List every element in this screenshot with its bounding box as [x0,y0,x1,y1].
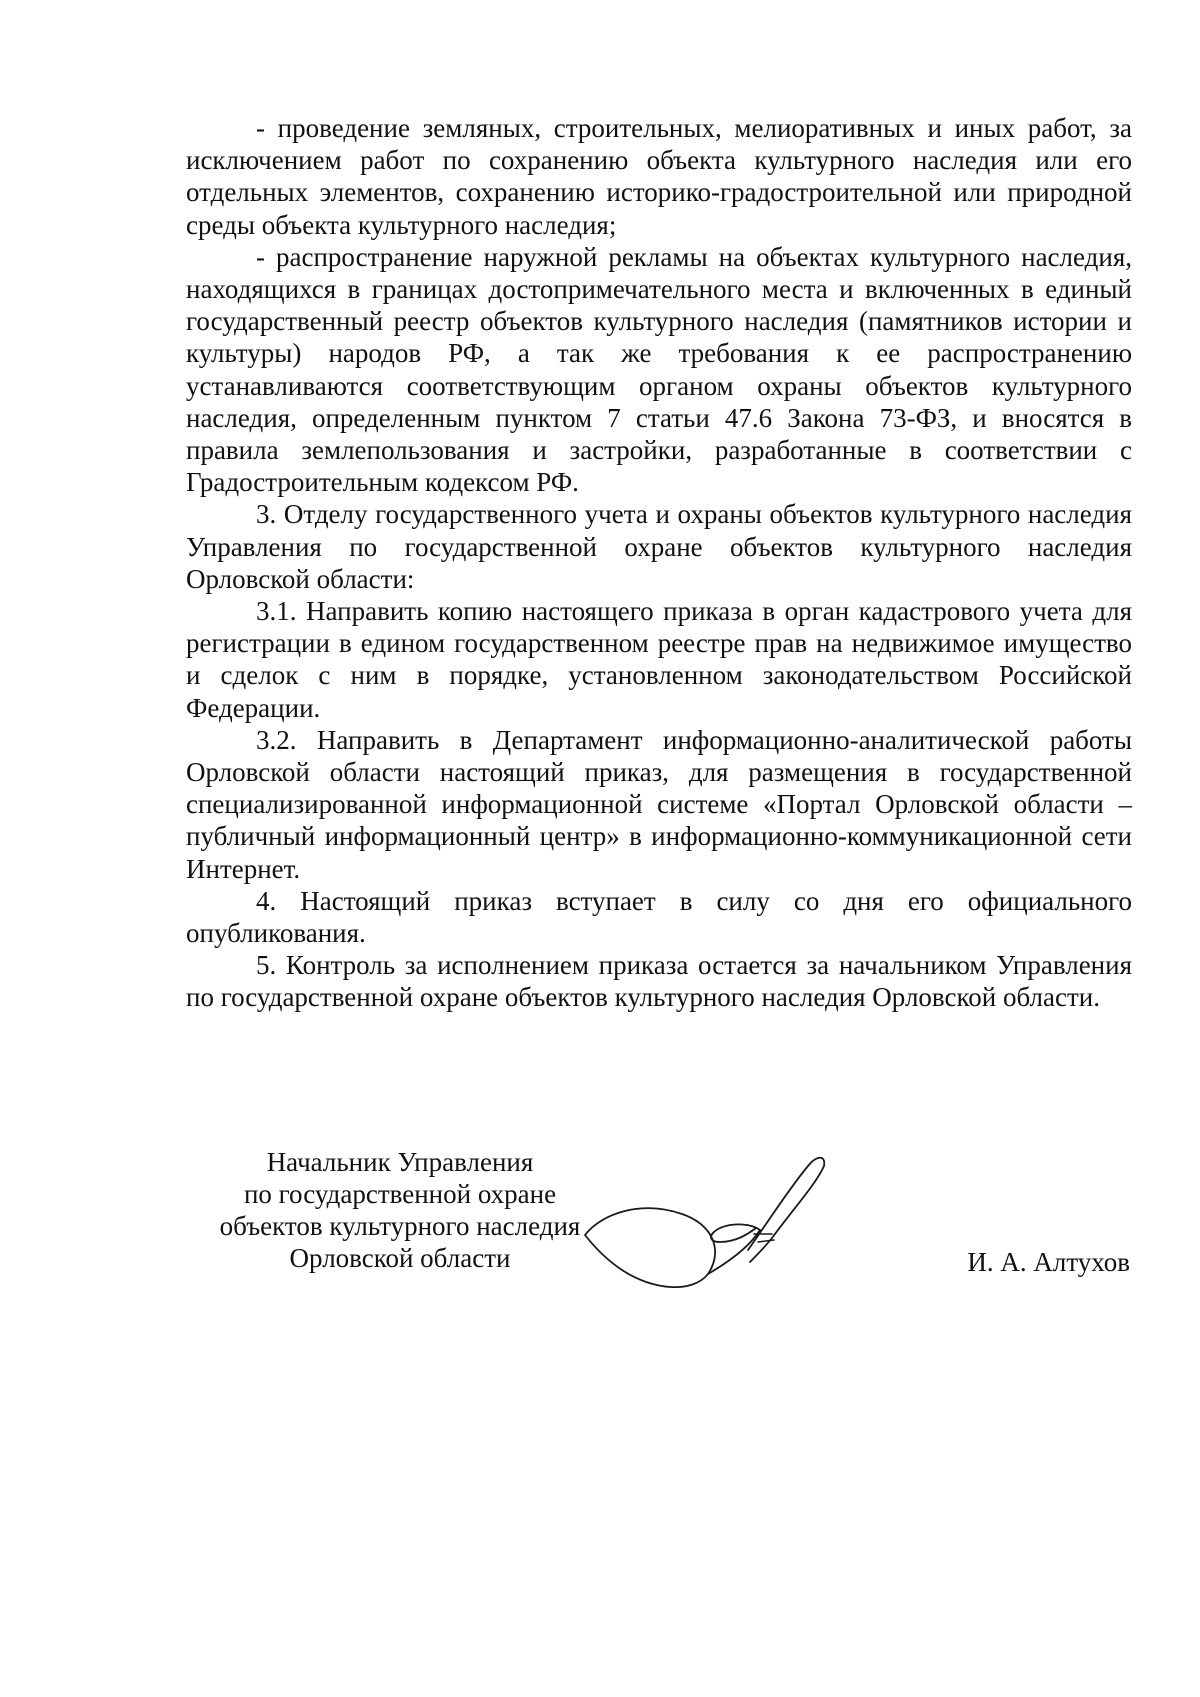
signer-position-line: Начальник Управления [266,1147,534,1177]
signature-block [190,1146,1140,1306]
signer-position [190,1146,610,1274]
paragraph-advertising-restriction: - распространение наружной рекламы на объектах культурного наследия, находящихся в границах достопримечательного места и включенных в единый государственный реестр объектов культурного наследия (памятников истории и культуры) народов РФ, а так же требования к ее распространению устанавливаются соответствующим органом охраны объектов культурного наследия, определенным пунктом 7 статьи 47.6 Закона 73-ФЗ, и вносятся в правила землепользования и застройки, разработанные в соответствии с Градостроительным кодексом РФ. [186,241,1132,498]
paragraph-item-4: 4. Настоящий приказ вступает в силу со дня его официального опубликования. [186,885,1132,949]
handwritten-signature [582,1138,842,1288]
paragraph-item-5: 5. Контроль за исполнением приказа остается за начальником Управления по государственной охране объектов культурного наследия Орловской области. [186,950,1132,1013]
signature-rising-stroke [748,1158,824,1262]
paragraph-item-3: 3. Отделу государственного учета и охраны объектов культурного наследия Управления по государственной охране объектов культурного наследия Орловской области: [186,499,1132,594]
signer-position-line: Орловской области [289,1243,511,1273]
signer-position-line: по государственной охране [243,1179,557,1209]
paragraph-item-3-2: 3.2. Направить в Департамент информационно-аналитической работы Орловской области настоящий приказ, для размещения в государственной специализированной информационной системе «Портал Орловской области – публичный информационный центр» в информационно-коммуникационной сети Интернет. [186,724,1132,884]
signature-loop-stroke [585,1208,715,1287]
signer-position-line: объектов культурного наследия [219,1211,581,1241]
paragraph-earthworks-restriction: - проведение земляных, строительных, мелиоративных и иных работ, за исключением работ по сохранению объекта культурного наследия или его отдельных элементов, сохранению историко-градостроительной или природной среды объекта культурного наследия; [186,113,1132,240]
signer-name: И. А. Алтухов [967,1247,1130,1277]
paragraph-item-3-1: 3.1. Направить копию настоящего приказа в орган кадастрового учета для регистрации в едином государственном реестре прав на недвижимое имущество и сделок с ним в порядке, установленном законодательством Российской Федерации. [186,596,1132,723]
document-body [186,112,1132,1014]
